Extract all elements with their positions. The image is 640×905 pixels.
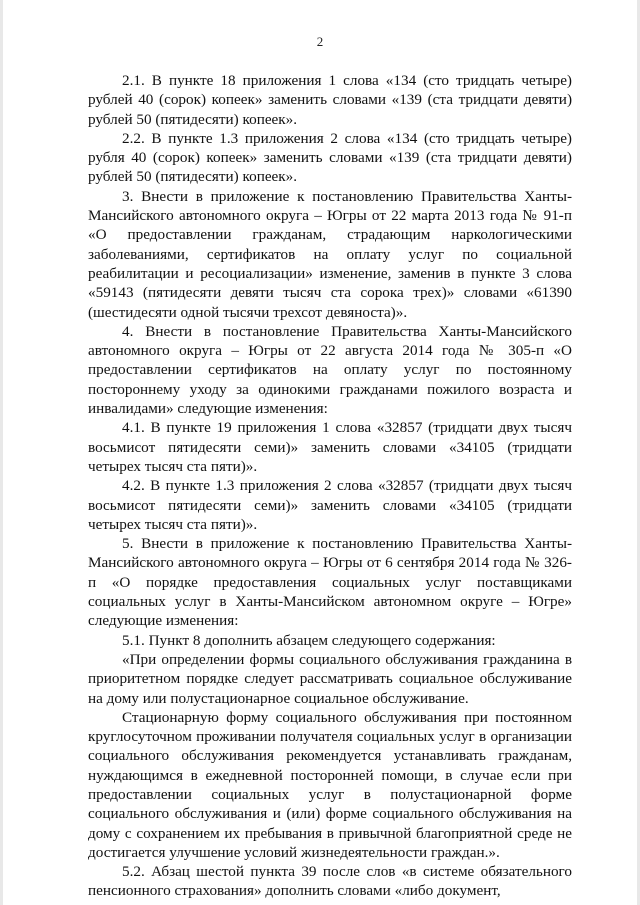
paragraph-5-1: 5.1. Пункт 8 дополнить абзацем следующего содержания: bbox=[122, 631, 496, 649]
paragraph-quote-2: Стационарную форму социального обслуживания при постоянном круглосуточном проживании получателя социальных услуг в организации социального обслуживания рекомендуется устанавливать гражданам, нуждающимся в ежедневной посторонней помощи, в случае если при предоставлении социальных услуг в полустационарной форме социального обслуживания и (или) форме социального обслуживания на дому с сохранением их пребывания в привычной благоприятной среде не достигается улучшение условий жизнедеятельности граждан.». bbox=[88, 708, 572, 861]
paragraph-2-2: 2.2. В пункте 1.3 приложения 2 слова «134 (сто тридцать четыре) рубля 40 (сорок) копеек» заменить словами «139 (ста тридцати девяти) рублей 50 (пятидесяти) копеек». bbox=[88, 129, 572, 186]
paragraph-4: 4. Внести в постановление Правительства Ханты-Мансийского автономного округа – Югры от 22 августа 2014 года № 305-п «О предоставлении сертификатов на оплату услуг по постоянному постороннему уходу за одинокими гражданами пожилого возраста и инвалидами» следующие изменения: bbox=[88, 322, 572, 418]
page-number: 2 bbox=[316, 34, 324, 49]
paragraph-4-1: 4.1. В пункте 19 приложения 1 слова «32857 (тридцати двух тысяч восьмисот пятидесяти семи)» заменить словами «34105 (тридцати четырех тысяч ста пяти)». bbox=[88, 419, 572, 475]
paragraph-5-2: 5.2. Абзац шестой пункта 39 после слов «в системе обязательного пенсионного страхования» дополнить словами «либо документ, bbox=[88, 863, 572, 900]
paragraph-quote-1: «При определении формы социального обслуживания гражданина в приоритетном порядке следует рассматривать социальное обслуживание на дому или полустационарное социальное обслуживание. bbox=[88, 650, 572, 707]
paragraph-3: 3. Внести в приложение к постановлению Правительства Ханты-Мансийского автономного округа – Югры от 22 марта 2013 года № 91-п «О предоставлении гражданам, страдающим наркологическими заболеваниями, сертификатов на оплату услуг по социальной реабилитации и ресоциализации» изменение, заменив в пункте 3 слова «59143 (пятидесяти девяти тысяч ста сорока трех)» словами «61390 (шестидесяти одной тысячи трехсот девяноста)». bbox=[88, 187, 572, 321]
paragraph-2-1: 2.1. В пункте 18 приложения 1 слова «134 (сто тридцать четыре) рублей 40 (сорок) копеек» заменить словами «139 (ста тридцати девяти) рублей 50 (пятидесяти) копеек». bbox=[88, 72, 572, 128]
document-body bbox=[88, 71, 572, 901]
paragraph-5: 5. Внести в приложение к постановлению Правительства Ханты-Мансийского автономного округа – Югры от 6 сентября 2014 года № 326-п «О порядке предоставления социальных услуг поставщиками социальных услуг в Ханты-Мансийском автономном округе – Югре» следующие изменения: bbox=[88, 535, 572, 630]
paragraph-4-2: 4.2. В пункте 1.3 приложения 2 слова «32857 (тридцати двух тысяч восьмисот пятидесяти семи)» заменить словами «34105 (тридцати четырех тысяч ста пяти)». bbox=[88, 477, 572, 533]
